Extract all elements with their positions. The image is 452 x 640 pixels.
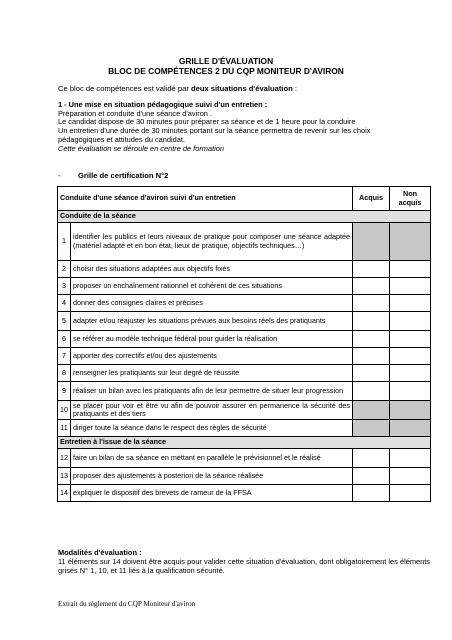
non-acquis-cell[interactable]: [390, 401, 431, 420]
non-acquis-cell[interactable]: [390, 223, 431, 261]
criterion-text: adapter et/ou réajuster les situations prévues aux besoins réels des pratiquants: [71, 312, 353, 331]
row-number: 5: [58, 312, 71, 331]
table-row: [58, 295, 431, 312]
grille-label: Grille de certification N°2: [78, 171, 169, 180]
row-number: 9: [58, 382, 71, 401]
acquis-cell[interactable]: [353, 468, 390, 485]
criterion-text: proposer un enchaînement rationnel et cohérent de ces situations: [71, 278, 353, 295]
table-row: [58, 401, 431, 420]
criterion-text: diriger toute la séance dans le respect des règles de sécurité: [71, 420, 353, 437]
acquis-cell[interactable]: [353, 365, 390, 382]
non-acquis-cell[interactable]: [390, 261, 431, 278]
section-1-line: Un entretien d'une durée de 30 minutes portant sur la séance permettra de revenir sur les choix pédagogiques et attitudes du candidat.: [58, 126, 371, 144]
table-group-label: Entretien à l'issue de la séance: [58, 437, 431, 449]
evaluation-table: [57, 186, 431, 502]
table-row: [58, 331, 431, 348]
section-1-note: Cette évaluation se déroule en centre de formation: [58, 143, 224, 153]
section-1: [58, 101, 408, 153]
table-row: [58, 278, 431, 295]
non-acquis-cell[interactable]: [390, 449, 431, 468]
non-acquis-cell[interactable]: [390, 278, 431, 295]
section-1-line: Préparation et conduite d'une séance d'aviron .: [58, 108, 213, 118]
row-number: 8: [58, 365, 71, 382]
criterion-text: se placer pour voir et être vu afin de pouvoir assurer en permanence la sécurité des pratiquants et des tiers: [71, 401, 353, 420]
row-number: 3: [58, 278, 71, 295]
non-acquis-cell[interactable]: [390, 382, 431, 401]
acquis-cell[interactable]: [353, 278, 390, 295]
table-row: [58, 420, 431, 437]
table-group-row: [58, 437, 431, 449]
table-row: [58, 312, 431, 331]
table-row: [58, 223, 431, 261]
table-row: [58, 449, 431, 468]
row-number: 14: [58, 485, 71, 502]
bullet-dash: -: [58, 171, 61, 180]
criterion-text: proposer des ajustements à posteriori de la séance réalisée: [71, 468, 353, 485]
intro-text: Ce bloc de compétences est validé par: [58, 84, 191, 93]
criterion-text: renseigner les pratiquants sur leur degré de réussite: [71, 365, 353, 382]
acquis-cell[interactable]: [353, 485, 390, 502]
row-number: 1: [58, 223, 71, 261]
row-number: 11: [58, 420, 71, 437]
table-header-title: Conduite d'une séance d'aviron suivi d'un entretien: [58, 187, 353, 211]
table-row: [58, 365, 431, 382]
row-number: 12: [58, 449, 71, 468]
row-number: 7: [58, 348, 71, 365]
non-acquis-cell[interactable]: [390, 420, 431, 437]
non-acquis-cell[interactable]: [390, 468, 431, 485]
section-1-heading: 1 - Une mise en situation pédagogique suivi d'un entretien :: [58, 100, 268, 109]
row-number: 10: [58, 401, 71, 420]
non-acquis-cell[interactable]: [390, 331, 431, 348]
non-acquis-header: Non acquis: [390, 187, 431, 211]
modalites-heading: Modalités d'évaluation :: [58, 548, 142, 557]
acquis-header: Acquis: [353, 187, 390, 211]
intro-paragraph: [58, 84, 297, 93]
table-row: [58, 348, 431, 365]
acquis-cell[interactable]: [353, 312, 390, 331]
acquis-cell[interactable]: [353, 382, 390, 401]
intro-end: :: [292, 84, 298, 93]
section-1-line: Le candidat dispose de 30 minutes pour préparer sa séance et de 1 heure pour la conduire: [58, 117, 356, 127]
document-title: GRILLE D'ÉVALUATION: [178, 56, 274, 66]
acquis-cell[interactable]: [353, 261, 390, 278]
row-number: 6: [58, 331, 71, 348]
acquis-cell[interactable]: [353, 223, 390, 261]
non-acquis-cell[interactable]: [390, 485, 431, 502]
intro-bold: deux situations d'évaluation: [190, 84, 293, 93]
table-row: [58, 485, 431, 502]
grille-heading: [58, 171, 168, 180]
document-subtitle: BLOC DE COMPÉTENCES 2 DU CQP MONITEUR D'AVIRON: [108, 66, 344, 76]
modalites-text: 11 éléments sur 14 doivent être acquis pour valider cette situation d'évaluation, dont obligatoirement les éléments grisés N° 1, 10, et 11 liés à la qualification sécurité.: [58, 557, 430, 575]
criterion-text: se référer au modèle technique fédéral pour guider la réalisation: [71, 331, 353, 348]
non-acquis-cell[interactable]: [390, 365, 431, 382]
table-row: [58, 261, 431, 278]
row-number: 2: [58, 261, 71, 278]
page-footer: Extrait du règlement du CQP Moniteur d'aviron: [58, 600, 196, 608]
criterion-text: donner des consignes claires et précises: [71, 295, 353, 312]
table-group-row: [58, 211, 431, 223]
row-number: 4: [58, 295, 71, 312]
acquis-cell[interactable]: [353, 331, 390, 348]
modalites-section: [58, 548, 430, 575]
criterion-text: réaliser un bilan avec les pratiquants afin de leur permettre de situer leur progression: [71, 382, 353, 401]
acquis-cell[interactable]: [353, 449, 390, 468]
non-acquis-cell[interactable]: [390, 348, 431, 365]
criterion-text: choisir des situations adaptées aux objectifs fixés: [71, 261, 353, 278]
table-header-row: [58, 187, 431, 211]
criterion-text: apporter des correctifs et/ou des ajustements: [71, 348, 353, 365]
acquis-cell[interactable]: [353, 348, 390, 365]
row-number: 13: [58, 468, 71, 485]
non-acquis-cell[interactable]: [390, 295, 431, 312]
table-group-label: Conduite de la séance: [58, 211, 431, 223]
non-acquis-cell[interactable]: [390, 312, 431, 331]
table-row: [58, 382, 431, 401]
table-row: [58, 468, 431, 485]
acquis-cell[interactable]: [353, 420, 390, 437]
acquis-cell[interactable]: [353, 295, 390, 312]
criterion-text: expliquer le dispositif des brevets de rameur de la FFSA: [71, 485, 353, 502]
criterion-text: faire un bilan de sa séance en mettant en parallèle le prévisionnel et le réalisé: [71, 449, 353, 468]
acquis-cell[interactable]: [353, 401, 390, 420]
criterion-text: identifier les publics et leurs niveaux de pratique pour composer une séance adaptée (matériel adapté et en bon état, lieux de pratique, objectifs techniques…): [71, 223, 353, 261]
